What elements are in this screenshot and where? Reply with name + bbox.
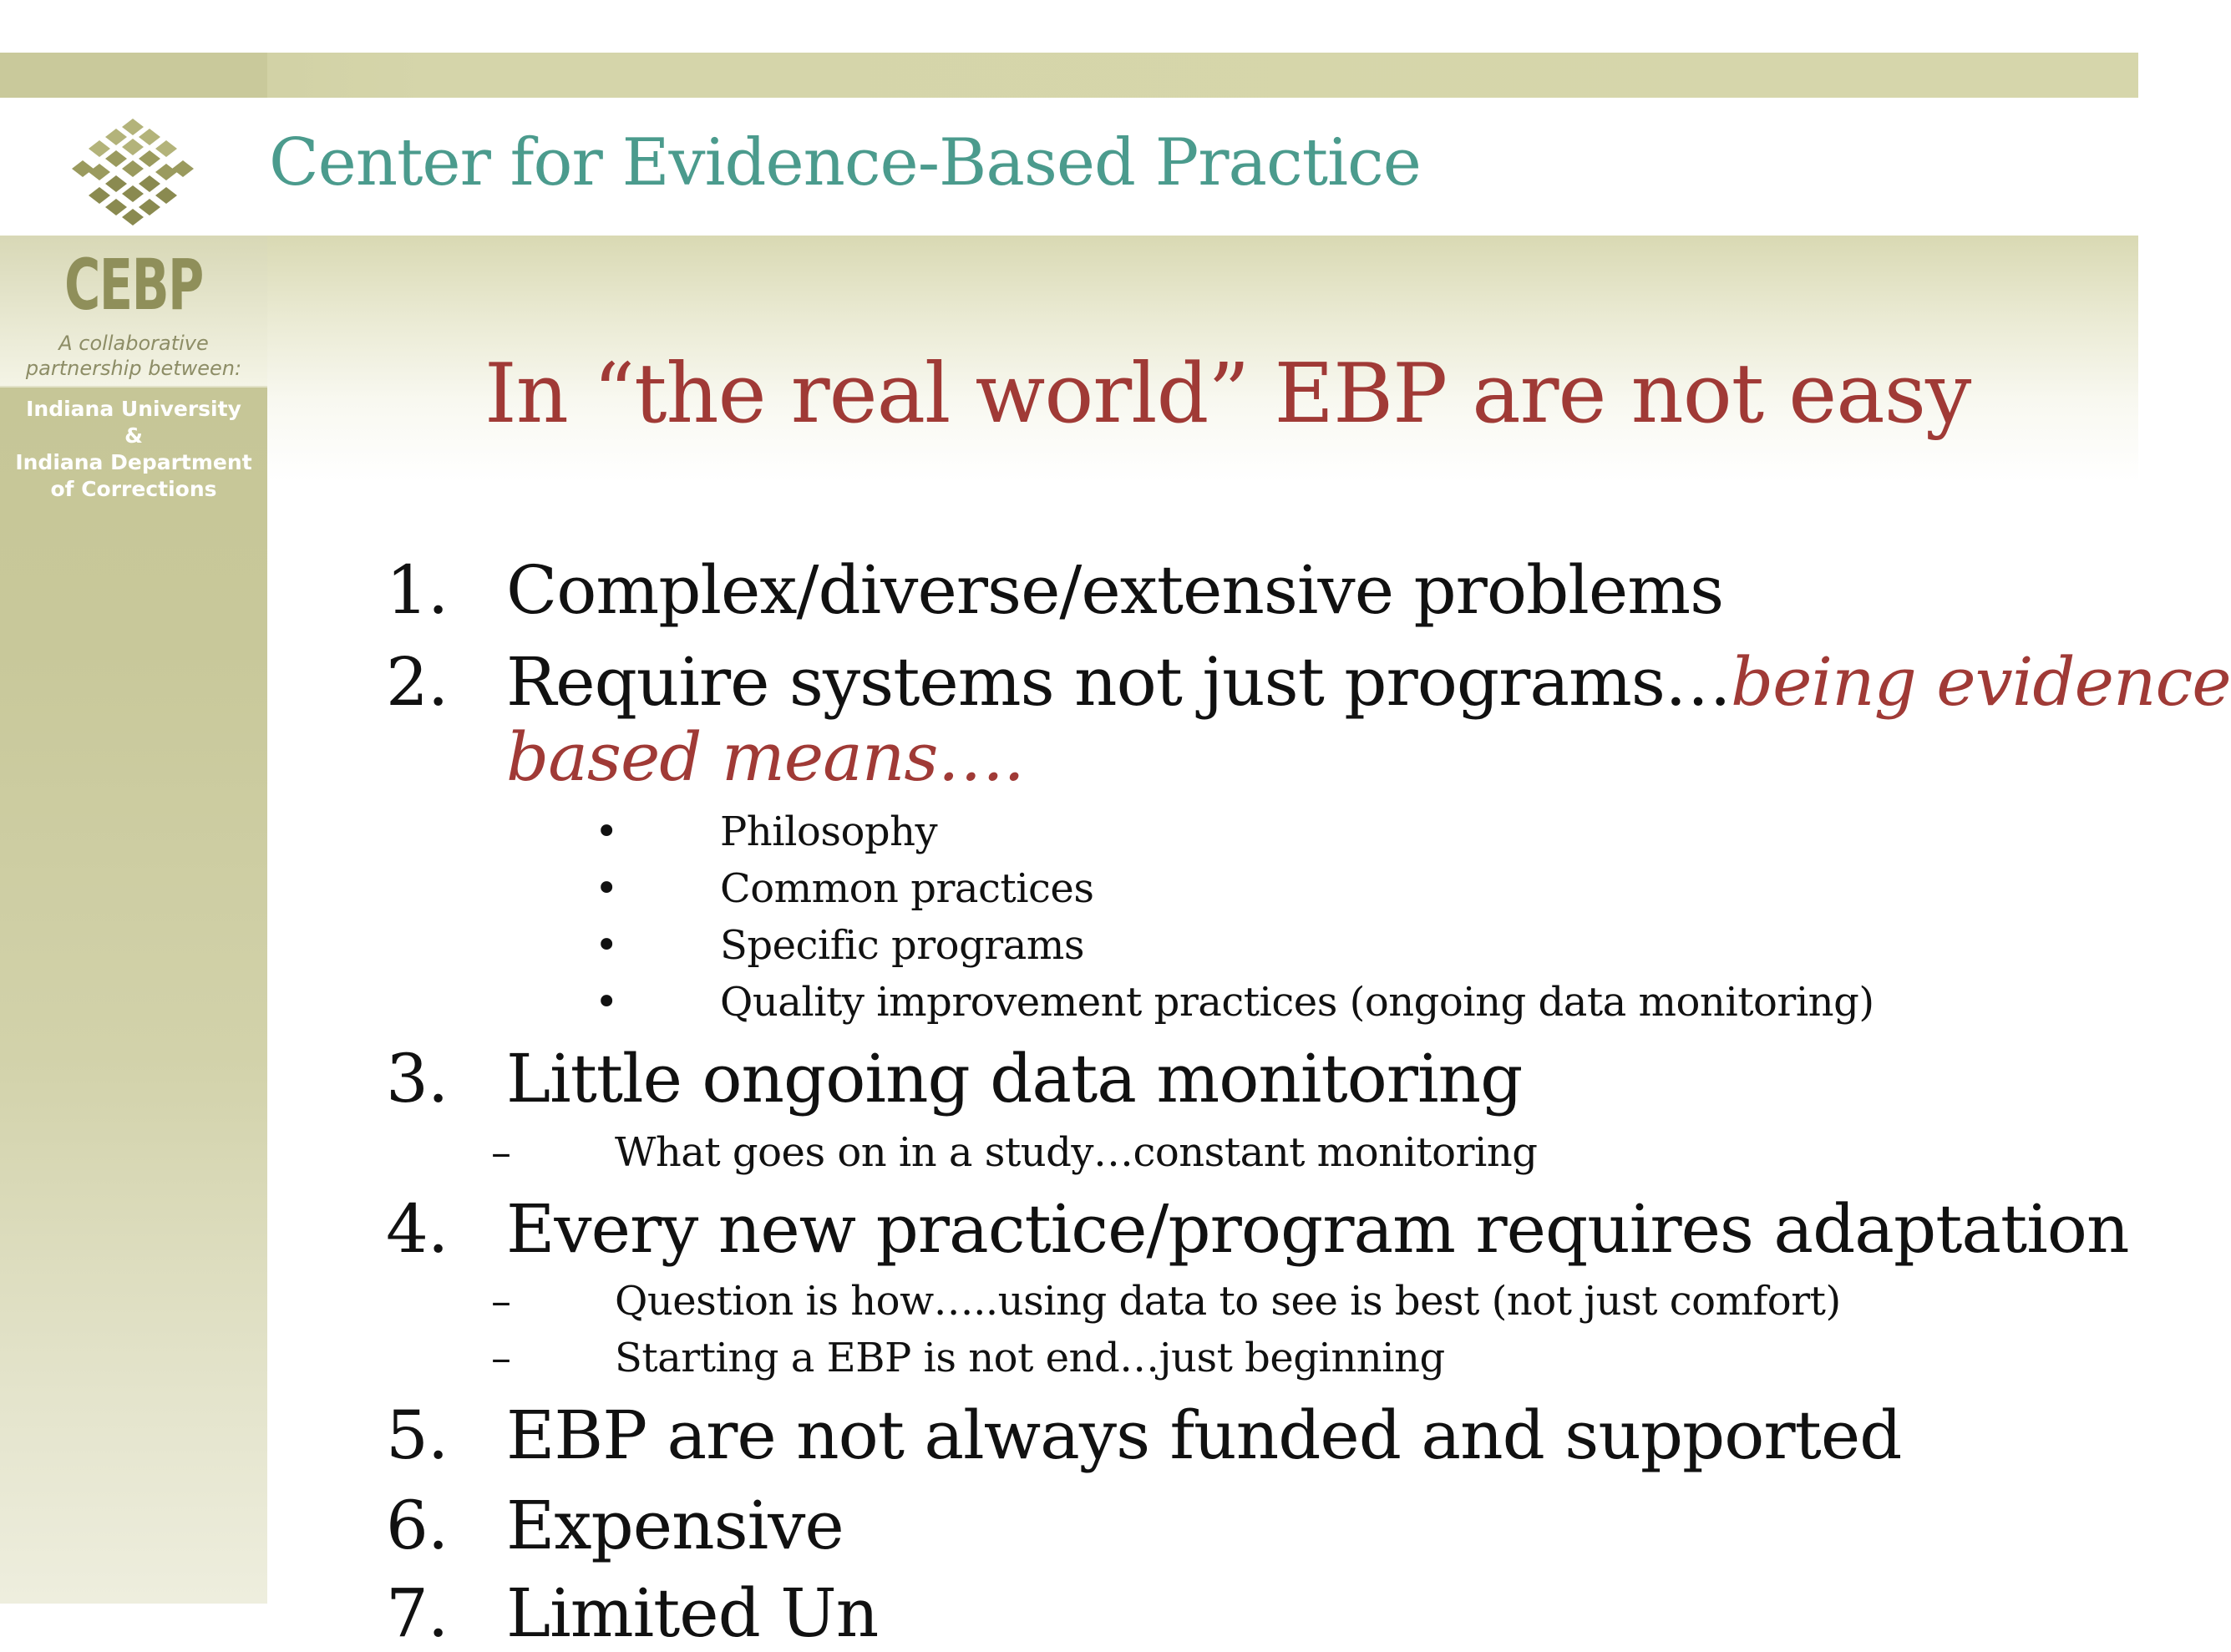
bullet-mark: • (595, 865, 618, 912)
list-item-emphasis-continued: based means…. (506, 718, 1024, 796)
list-item-text: Little ongoing data monitoring (506, 1040, 1523, 1117)
slide-title: In “the real world” EBP are not easy (484, 347, 1971, 442)
partner-line-4: of Corrections (50, 477, 217, 501)
list-item-number: 2. (386, 643, 449, 721)
bullet-text: Common practices (720, 865, 1094, 912)
list-item-text-group (506, 643, 2231, 721)
bullet-mark: • (595, 808, 618, 855)
partner-line-1: Indiana University (26, 397, 241, 421)
list-item-number: 6. (386, 1487, 449, 1564)
bullet-text: Specific programs (720, 922, 1085, 969)
partner-line-2: & (124, 423, 143, 448)
bullet-text: Philosophy (720, 808, 938, 855)
list-item-text: Require systems not just programs… (506, 643, 1731, 721)
dash-mark: – (491, 1335, 511, 1381)
top-accent-bar (0, 53, 2138, 98)
list-item-text: Every new practice/program requires adaptation (506, 1190, 2129, 1268)
dash-text: Starting a EBP is not end…just beginning (615, 1335, 1445, 1381)
partner-line-3: Indiana Department (15, 450, 252, 474)
list-item-emphasis: being evidence (1730, 643, 2231, 721)
list-item-number: 3. (386, 1040, 449, 1117)
header-title: Center for Evidence-Based Practice (269, 125, 1421, 200)
bullet-text: Quality improvement practices (ongoing data monitoring) (720, 979, 1874, 1026)
list-item-text: Complex/diverse/extensive problems (506, 551, 1724, 629)
top-accent-bar-left-block (0, 53, 267, 98)
dash-mark: – (491, 1278, 511, 1325)
bullet-mark: • (595, 979, 618, 1026)
collab-line-2: partnership between: (25, 357, 242, 380)
dash-text: Question is how…..using data to see is best (not just comfort) (615, 1278, 1841, 1325)
dash-text: What goes on in a study…constant monitoring (615, 1129, 1538, 1176)
list-item-number: 5. (386, 1396, 449, 1474)
list-item-text: Expensive (506, 1487, 844, 1564)
cebp-diamond-logo-icon (70, 117, 195, 226)
collab-line-1: A collaborative (58, 332, 209, 355)
list-item-text: Limited Un (506, 1574, 879, 1652)
dash-mark: – (491, 1129, 511, 1176)
list-item-number: 7. (386, 1574, 449, 1652)
list-item-number: 4. (386, 1190, 449, 1268)
collaborative-note (0, 331, 267, 381)
partner-names (0, 396, 267, 503)
cebp-acronym: CEBP (64, 244, 203, 326)
list-item-text: EBP are not always funded and supported (506, 1396, 1902, 1474)
bullet-mark: • (595, 922, 618, 969)
list-item-number: 1. (386, 551, 449, 629)
